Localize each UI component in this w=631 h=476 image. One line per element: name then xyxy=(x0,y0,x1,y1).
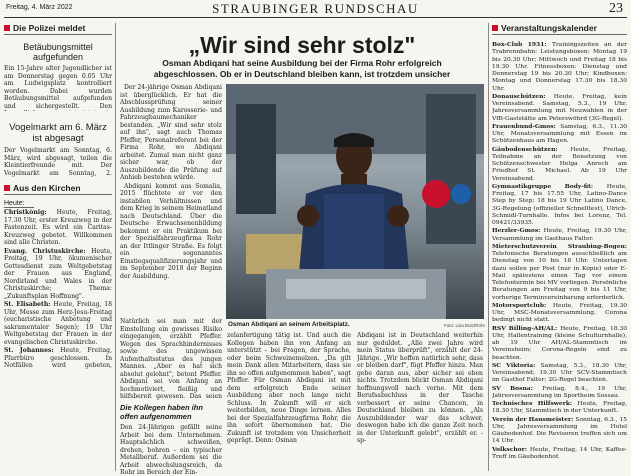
event-item-title: Donauschützen: xyxy=(492,92,554,100)
header-date: Freitag, 4. März 2022 xyxy=(6,4,73,11)
event-item-text: Heute, Freitag, kein Vereinsabend. Samstag, 5.3., 19 Uhr, Jahresversammlung mit Neuwahlen in der VfB-Gaststätte am Peterswöhrd (3G-Regel). xyxy=(492,92,627,122)
event-item-text: Samstag, 5.3., 18.30 Uhr, Vereinsabend; 19.30 Uhr SCV-Stammtisch im Gasthof Falter; 2G-Regel beachten. xyxy=(492,361,627,384)
event-item-text: Samstag, 6.3., 11.30 Uhr, Monatsversammlung mit Essen im Schützenhaus am Hagen. xyxy=(492,122,627,145)
article-photo xyxy=(226,84,484,319)
event-item-title: Motorsportclub: xyxy=(492,301,553,309)
vogelmarkt-text: Der Vogelmarkt am Sonntag, 6. März, wird abgesagt, teilen die Kleintierfreunde mit. Der Vogelmarkt am Sonntag, 2. xyxy=(4,147,112,177)
event-item xyxy=(492,183,627,227)
worker-photo-illustration xyxy=(226,84,484,319)
heute-label: Heute: xyxy=(4,200,34,208)
event-item xyxy=(492,243,627,301)
police-text: Ein 15-Jahre alter Jugendlicher ist am Donnerstag gegen 0.05 Uhr am Ludwigsplatz kontrolliert worden. Dabei wurden Betäubungsmittel aufgefunden und sichergestellt. Den xyxy=(4,65,112,110)
church-item-title: St. Johannes: xyxy=(4,347,61,355)
event-item-text: Trainingszeiten an der Trabrennbahn: Leistungsboxen: Montag 19 bis 20.30 Uhr; Mittwoch und Freitag 18 bis 19.30 Uhr. Fitnessboxen: Dienstag und Donnerstag 19 bis 20.30 Uhr; Kindboxen: Montag und Donnerstag 17.30 bis 18.30 Uhr. xyxy=(492,41,627,92)
event-item-text: Telefonische Beratungen ausschließlich am Dienstag von 10 bis 18 Uhr. Unterlagen dazu sollen per Post (nur in Kopie) oder E-Mail spätestens einen Tag vor einem Telefontermin bei MV vorliegen. Persönliche Beratungen am Freitag von 9 bis 11 Uhr, vorherige Terminvereinbarung erforderlich. xyxy=(492,250,627,301)
event-item-title: RSV Billing-AH/AL: xyxy=(492,324,561,332)
section-events xyxy=(492,23,627,35)
article-subhead-colleagues: Die Kollegen haben ihn offen aufgenommen xyxy=(120,403,203,421)
event-item-text: Heute, Freitag, 18.30 Uhr, Stammtisch in der Unterkunft. xyxy=(492,400,627,415)
section-events-label: Veranstaltungskalender xyxy=(501,23,597,33)
church-item-text: Heute, Freitag, Pfarrbüro geschlossen. In Notfällen wird gebeten, xyxy=(4,347,112,370)
article-column-lower-mid: zelanfertigung tätig ist. Und auch die Kollegen haben ihn von Anfang an unterstützt – bei Fragen, der Sprache, oder beim Schweinemelzen. „Da gilt mein Dank allen Mitarbeitern, dass sie ihn so offen aufgenommen haben", sagt Pfeffer. Für Osman Abdiqani ist mit dem erfolgreich Ende seiner Ausbildung aber noch lange nicht Schluss. In Zukunft will er sich weiterbilden, neue Dinge lernen. Alles bei der Spezialfahrzeugfirma Rohr, die ihn sofort übernommen hat. Die Zukunft ist trotzdem von Unsicherheit geprägt. Denn: Osman xyxy=(227,332,351,444)
section-churches-label: Aus den Kirchen xyxy=(13,183,81,194)
event-item-text: Heute, Freitag, 17 bis 17.55 Uhr, Latino-Dance Step by Step; 18 bis 19 Uhr Latino Dance, 3G-Regelung (offizieller Schnelltest), Ulrich-Schmidl-Turnhalle. Infos bei Lorenz, Tel. 09421/33935. xyxy=(492,182,627,226)
column-divider xyxy=(488,23,489,471)
event-list xyxy=(492,41,627,473)
event-item-title: Technisches Hilfswerk: xyxy=(492,400,578,407)
article-column-lower-left xyxy=(120,318,222,473)
photo-credit: Foto: Lisa Butz/Rohr xyxy=(443,323,485,328)
vogelmarkt-headline: Vogelmarkt am 6. März ist abgesagt xyxy=(9,122,107,144)
section-churches xyxy=(4,183,112,195)
article-headline: „Wir sind sehr stolz" xyxy=(188,32,416,58)
event-item xyxy=(492,446,627,461)
event-item-title: Verein der Hausmeister: xyxy=(492,415,576,423)
event-item-title: Box-Club 1931: xyxy=(492,41,552,48)
section-marker-icon xyxy=(4,25,10,31)
event-item-text: Heute, Freitag, 18.30 Uhr, Hallentraining (kleine Schulturnhalle), ab 19 Uhr AH/AL-Stammtisch im Vereinsheim; Corona-Regeln sind zu beachten. xyxy=(492,324,627,361)
event-item-text: Freitag, 8.4., 19 Uhr, Jahresversammlung im Sportheim Sossau. xyxy=(492,384,627,399)
event-item-title: Frauenbund-Gmos: xyxy=(492,122,561,130)
event-item-text: Heute, Freitag, 19.30 Uhr, MSC-Monatsversammlung. Corona bedingt nicht statt. xyxy=(492,301,627,324)
event-item xyxy=(492,400,627,415)
event-item xyxy=(492,93,627,122)
column-divider xyxy=(115,23,116,471)
event-item xyxy=(492,146,627,182)
church-item-title: Evang. Christuskirche: xyxy=(4,247,92,255)
church-item-text: Heute, Freitag, 19 Uhr, ökumenischer Gottesdienst zum Weltgebetstag der Frauen aus England, Nordirland und Wales in der Christuskirche; Thema: „Zukunftsplan Hoffnung". xyxy=(4,247,112,300)
church-item-title: Christkönig: xyxy=(4,209,57,217)
article-lower-left-text-2: Den 24-Jährigen gefällt seine Arbeit bei dem Unternehmen. Hauptsächlich schweißen, drehen, bohren – ein typischer Metallberuf. Außerdem sei die Arbeit abwechslungsreich, da Rohr im Bereich der Ein- xyxy=(120,424,222,474)
header-rule xyxy=(4,17,627,18)
event-item xyxy=(492,362,627,384)
article-paragraph: Der 24-jährige Osman Abdiqani ist überglücklich. Er hat die Abschlussprüfung seiner Ausbildung zum Karosserie- und Fahrzeugbaumechaniker bestanden. „Wir sind sehr stolz auf ihn", sagt auch Thomas Pfeffer, Personalreferent bei der Firma Rohr, wo Abdiqani arbeitet. Zumal man nicht ganz sicher war, ob der Auszubildende die Prüfung auf Anhieb bestehen würde. xyxy=(120,84,222,181)
church-item xyxy=(4,209,112,247)
article-subhead-2: abgeschlossen. Ob er in Deutschland bleiben kann, ist trotzdem unsicher xyxy=(153,69,451,79)
church-item xyxy=(4,248,112,301)
section-marker-icon xyxy=(4,185,10,191)
section-marker-icon xyxy=(492,25,498,31)
event-item-text: Heute, Freitag, 19.30 Uhr, Versammlung im Gasthaus Falter. xyxy=(492,227,627,242)
event-item xyxy=(492,302,627,324)
newspaper-title: STRAUBINGER RUNDSCHAU xyxy=(212,1,419,16)
event-item-title: Gäubodenschützen: xyxy=(492,145,571,153)
article-paragraph: Abdiqani kommt aus Somalia, 2015 flüchtete er vor den instabilen Verhältnissen und dem Krieg in seinem Heimatland nach Deutschland. Über die Deutsche Erwachsenenbildung bekommt er ein Praktikum bei der Spezialfahrzeugfirma Rohr an der Ittlinger Straße. Es folgt ein sogenanntes Einstiegsqualifizierungsjahr und im September 2018 der Beginn der Ausbildung. xyxy=(120,182,222,280)
event-item xyxy=(492,325,627,361)
article-column-lower-right: Abdiqani ist in Deutschland weiterhin nur geduldet. „Alle zwei Jahre wird mein Status überprüft", erzählt der 24-Jährige. „Wir hoffen natürlich sehr, dass er bleiben darf", fügt Pfeffer hinzu. Man gebe daran aus, aber sicher sei eben nichts. Trotzdem blickt Osman Abdiqani hoffnungsvoll nach vorne. Mit dem Berufsabschluss in der Tasche verbessert er seine Chancen, in Deutschland bleiben zu können. „Als Auszubildender war das schwer, deswegen habe ich die ganze Zeit noch in der Unterkunft gelebt", erzählt er. -sp- xyxy=(357,332,483,444)
right-column xyxy=(492,23,627,473)
article-lower-left-text: Natürlich sei man mit der Einstellung ein gewisses Risiko eingegangen, erzählt Pfeffer. Wegen des Sprachhindernisses sowie des ungewissen Aufenthaltsstatus des jungen Mannes. „Aber es hat sich absolut gelohnt", betont Pfeffer. Abdiqani sei von Anfang an hochmotiviert, fleißig und hilfsbereit gewesen. Das seien xyxy=(120,318,222,400)
event-item xyxy=(492,41,627,92)
left-column xyxy=(4,23,112,473)
event-item-title: Gymnastikgruppe Body-fit: xyxy=(492,182,607,190)
event-item-title: Volkschor: xyxy=(492,445,530,453)
event-item-text: Heute, Freitag, Teilnahme an der Beisetzung von Schützenschwester Helga Anrech am Friedhof St. Michael. Ab 19 Uhr Vereinsabend. xyxy=(492,145,627,182)
event-item-title: SV Bosna: xyxy=(492,384,543,392)
event-item-title: Mieterschutzverein Straubing-Bogen: xyxy=(492,242,627,250)
church-item xyxy=(4,347,112,369)
police-headline: Betäubungsmittel aufgefunden xyxy=(23,42,93,63)
section-police xyxy=(4,23,112,35)
event-item xyxy=(492,416,627,445)
photo-caption: Osman Abdiqani an seinem Arbeitsplatz. xyxy=(228,321,350,328)
article-column-1 xyxy=(120,84,222,316)
event-item xyxy=(492,123,627,145)
event-item xyxy=(492,385,627,400)
church-item-text: Heute, Freitag, 17.30 Uhr, erster Kreuzweg in der Fastenzeit. Es wird ein Caritas-Kreuzweg gebetet. Willkommen sind alle Christen. xyxy=(4,209,112,247)
church-list xyxy=(4,209,112,369)
church-item-title: St. Elisabeth: xyxy=(4,301,54,309)
event-item-text: Sonntag, 6.3., 15 Uhr, Jahresversammlung im Hotel Gäubodenhof. Die Revisoren treffen sich um 14 Uhr. xyxy=(492,415,627,445)
section-police-label: Die Polizei meldet xyxy=(13,23,86,33)
event-item xyxy=(492,227,627,242)
article-subhead-1: Osman Abdiqani hat seine Ausbildung bei der Firma Rohr erfolgreich xyxy=(162,58,442,68)
event-item-title: SC Viktoria: xyxy=(492,361,541,369)
church-item xyxy=(4,301,112,346)
page-number: 23 xyxy=(609,1,623,16)
church-item-text: Heute, Freitag, 18 Uhr, Messe zum Herz-Jesu-Freitag (eucharistische Anbetung und sakramentaler Segen); 19 Uhr Weltgebetstag der Frauen in der evangelischen Christuskirche. xyxy=(4,301,112,346)
event-item-title: Herzler-Gmos: xyxy=(492,227,544,235)
event-item-text: Heute, Freitag, 14 Uhr, Kaffee-Treff im Gäubodenhof. xyxy=(492,445,627,460)
